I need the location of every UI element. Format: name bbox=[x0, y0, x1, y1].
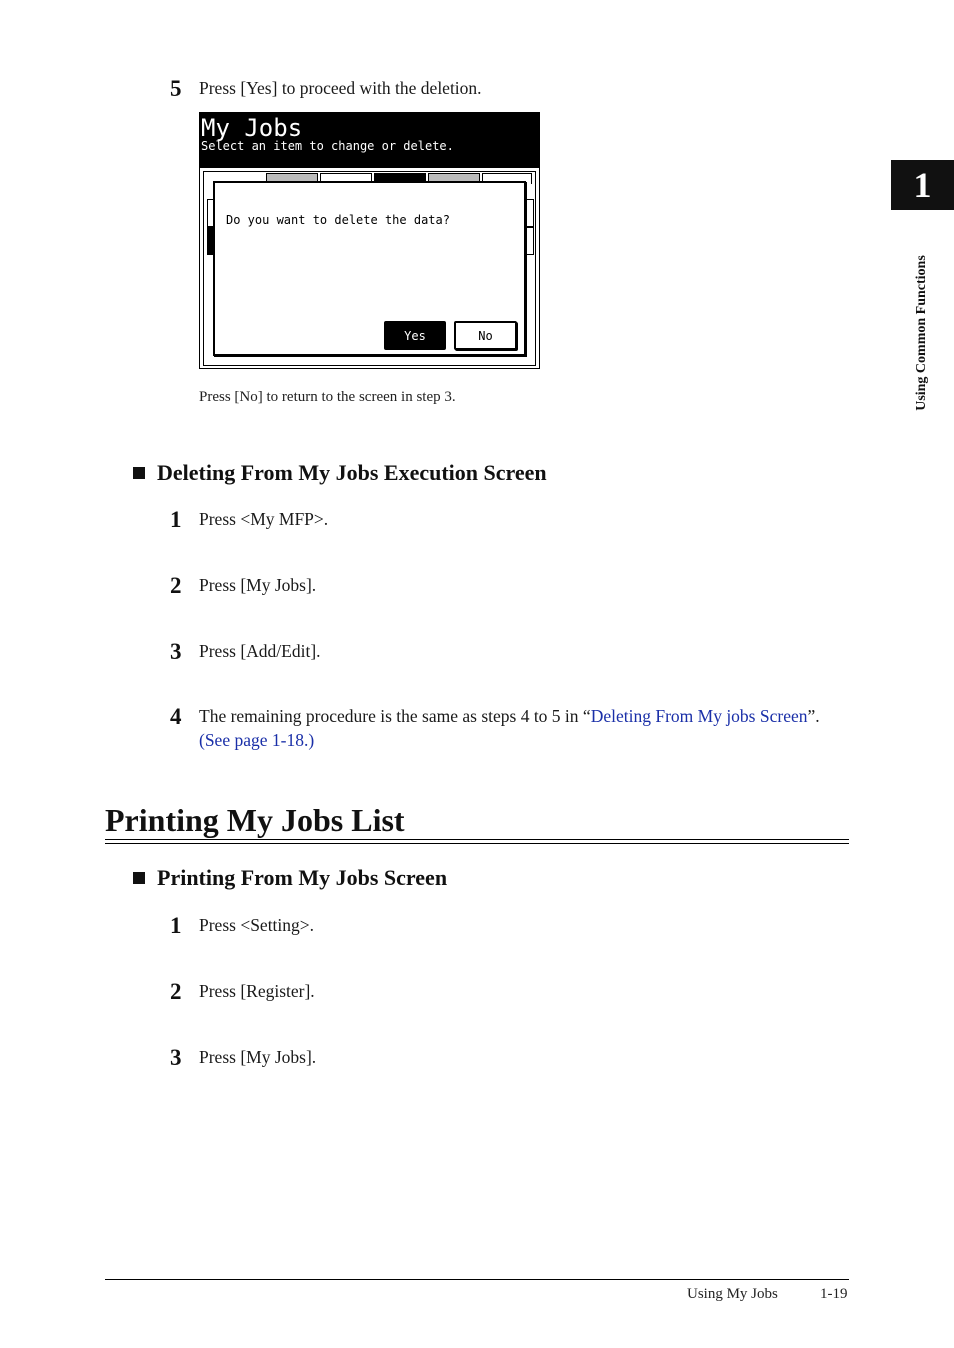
step-text: Press [Register]. bbox=[199, 981, 315, 1001]
page-reference-link[interactable]: (See page 1-18.) bbox=[199, 730, 315, 750]
heading-rule bbox=[105, 839, 849, 840]
section-heading bbox=[133, 460, 547, 486]
bullet-square-icon bbox=[133, 872, 145, 884]
section-heading bbox=[133, 865, 447, 891]
step-text-part: The remaining procedure is the same as steps 4 to 5 in “ bbox=[199, 706, 591, 726]
footer-rule bbox=[105, 1279, 849, 1280]
step-number: 3 bbox=[170, 639, 182, 664]
screen-title: My Jobs bbox=[201, 114, 303, 142]
section-heading-text: Deleting From My Jobs Execution Screen bbox=[157, 460, 547, 485]
note-text: Press [No] to return to the screen in step 3. bbox=[199, 389, 456, 405]
dialog-message: Do you want to delete the data? bbox=[226, 213, 450, 227]
background-button bbox=[525, 227, 534, 255]
bullet-square-icon bbox=[133, 467, 145, 479]
step-number: 1 bbox=[170, 507, 182, 532]
step-number: 5 bbox=[170, 76, 182, 101]
step-text-part: ”. bbox=[807, 706, 820, 726]
background-button bbox=[525, 199, 534, 227]
yes-button[interactable]: Yes bbox=[384, 321, 446, 350]
device-screen bbox=[199, 112, 540, 369]
step-number: 4 bbox=[170, 704, 182, 729]
heading-rule bbox=[105, 843, 849, 844]
step-text: Press [My Jobs]. bbox=[199, 1047, 317, 1067]
step-text: Press [My Jobs]. bbox=[199, 575, 317, 595]
step-text: Press <My MFP>. bbox=[199, 509, 329, 529]
step-text: Press [Yes] to proceed with the deletion. bbox=[199, 78, 482, 98]
cross-reference-link[interactable]: Deleting From My jobs Screen bbox=[590, 706, 808, 726]
step-number: 1 bbox=[170, 913, 182, 938]
page-number: 1-19 bbox=[820, 1286, 848, 1302]
section-heading-text: Printing From My Jobs Screen bbox=[157, 865, 448, 890]
no-button[interactable]: No bbox=[454, 321, 517, 350]
chapter-label: Using Common Functions bbox=[914, 255, 929, 411]
page-heading: Printing My Jobs List bbox=[105, 802, 405, 838]
step-text bbox=[199, 704, 849, 752]
step-number: 2 bbox=[170, 573, 182, 598]
chapter-tab: 1 bbox=[891, 160, 954, 210]
step-text: Press [Add/Edit]. bbox=[199, 641, 321, 661]
screen-subtitle: Select an item to change or delete. bbox=[201, 139, 454, 153]
step-number: 2 bbox=[170, 979, 182, 1004]
step-text: Press <Setting>. bbox=[199, 915, 315, 935]
screen-header bbox=[200, 113, 539, 168]
footer-title: Using My Jobs bbox=[687, 1286, 778, 1302]
step-number: 3 bbox=[170, 1045, 182, 1070]
